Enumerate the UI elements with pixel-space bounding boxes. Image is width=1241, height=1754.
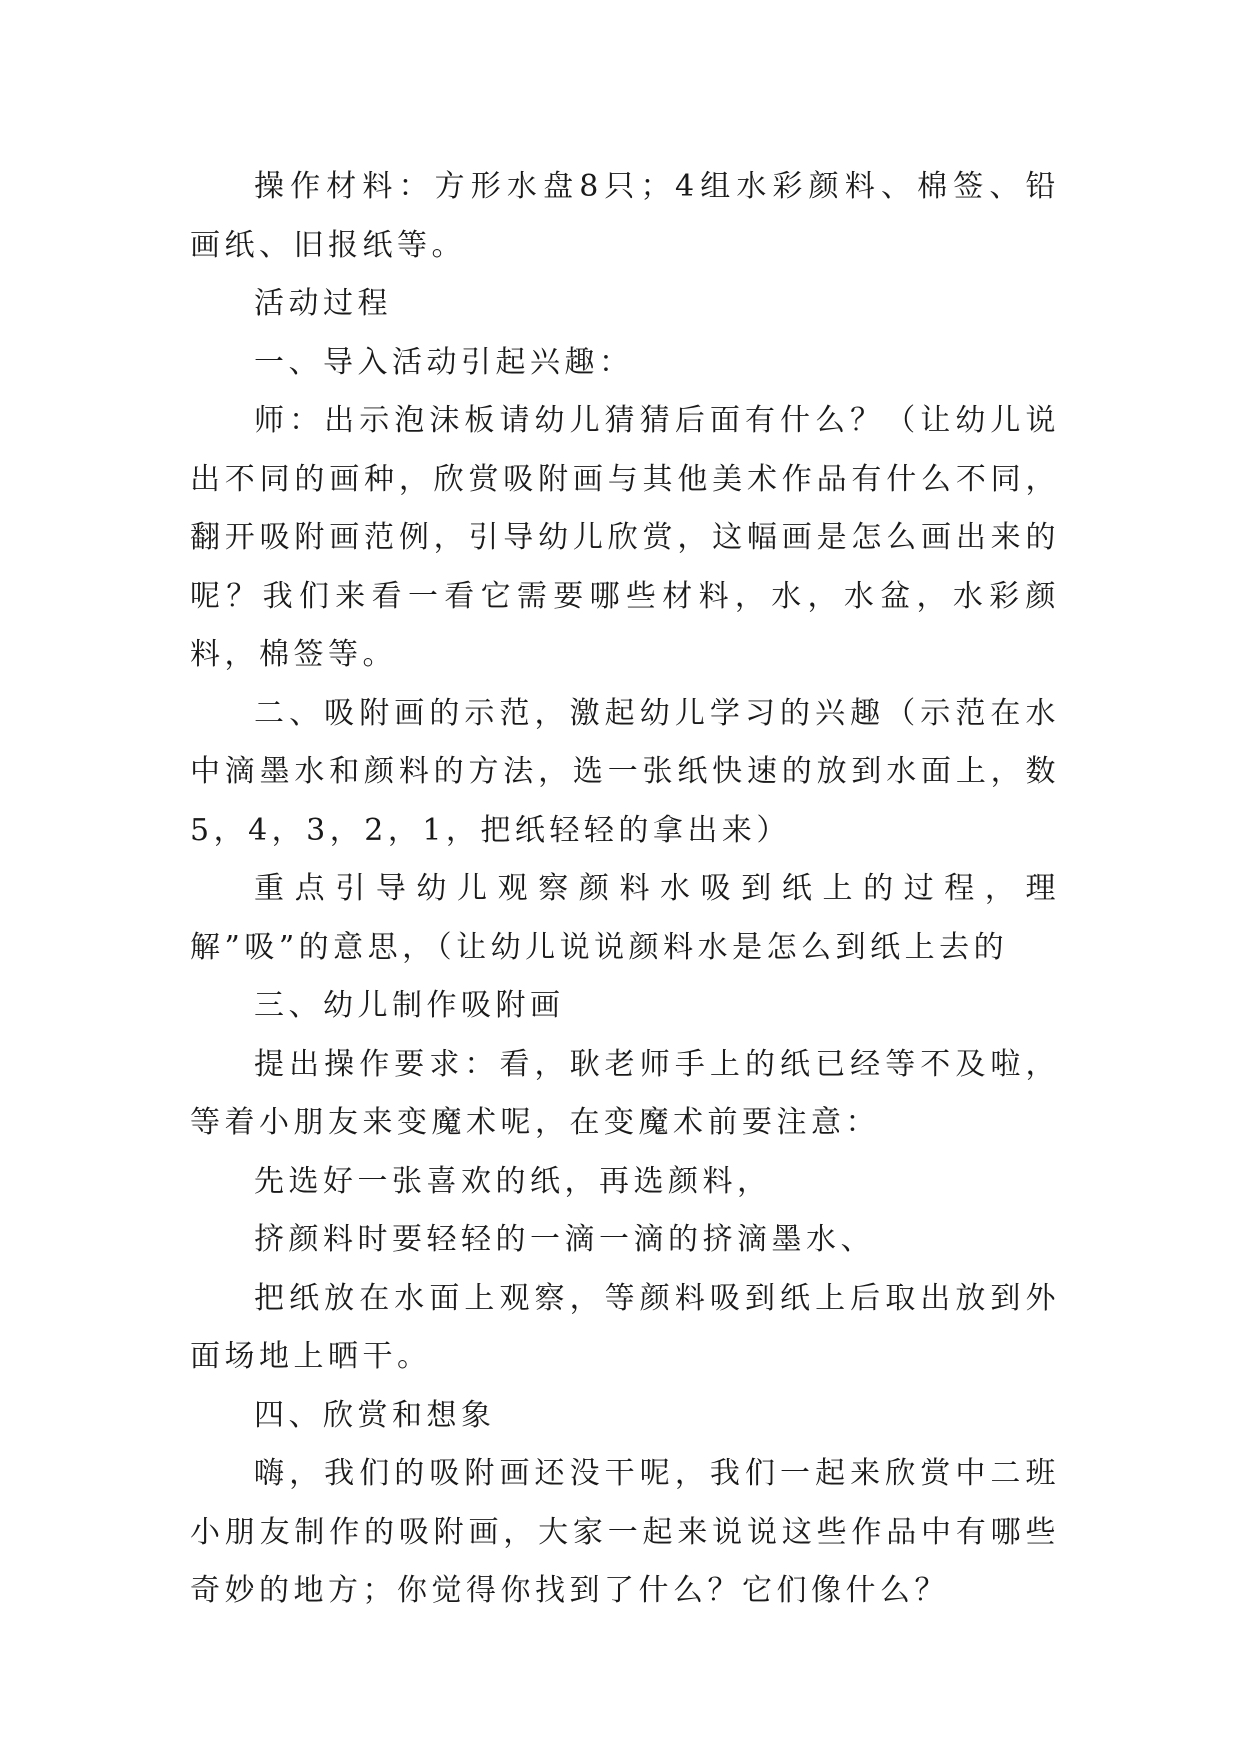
paragraph-teacher-intro: 师：出示泡沫板请幼儿猜猜后面有什么？（让幼儿说出不同的画种，欣赏吸附画与其他美术作品有什么不同，翻开吸附画范例，引导幼儿欣赏，这幅画是怎么画出来的呢？我们来看一看它需要哪些材料，水，水盆，水彩颜料，棉签等。 [190, 403, 1060, 672]
paragraph-requirements: 提出操作要求：看，耿老师手上的纸已经等不及啦，等着小朋友来变魔术呢，在变魔术前要注意： [190, 1046, 1060, 1140]
document-body [190, 158, 1060, 1621]
paragraph-key-guidance: 重点引导幼儿观察颜料水吸到纸上的过程，理解”吸”的意思，（让幼儿说说颜料水是怎么到纸上去的 [190, 871, 1060, 965]
paragraph-step-1: 先选好一张喜欢的纸，再选颜料， [254, 1163, 772, 1199]
paragraph-appreciation: 嗨，我们的吸附画还没干呢，我们一起来欣赏中二班小朋友制作的吸附画，大家一起来说说这些作品中有哪些奇妙的地方；你觉得你找到了什么？它们像什么？ [190, 1456, 1060, 1608]
heading-section-4: 四、欣赏和想象 [254, 1397, 496, 1433]
heading-section-1: 一、导入活动引起兴趣： [254, 344, 634, 380]
heading-section-2: 二、吸附画的示范，激起幼儿学习的兴趣（示范在水中滴墨水和颜料的方法，选一张纸快速的放到水面上，数5，4，3，2，1，把纸轻轻的拿出来） [190, 695, 1060, 848]
paragraph-step-2: 挤颜料时要轻轻的一滴一滴的挤滴墨水、 [254, 1222, 875, 1257]
paragraph-step-3: 把纸放在水面上观察，等颜料吸到纸上后取出放到外面场地上晒干。 [190, 1280, 1060, 1374]
heading-section-3: 三、幼儿制作吸附画 [254, 988, 565, 1023]
paragraph-materials: 操作材料：方形水盘8只；4组水彩颜料、棉签、铅画纸、旧报纸等。 [190, 169, 1060, 263]
heading-activity-process: 活动过程 [254, 286, 392, 321]
